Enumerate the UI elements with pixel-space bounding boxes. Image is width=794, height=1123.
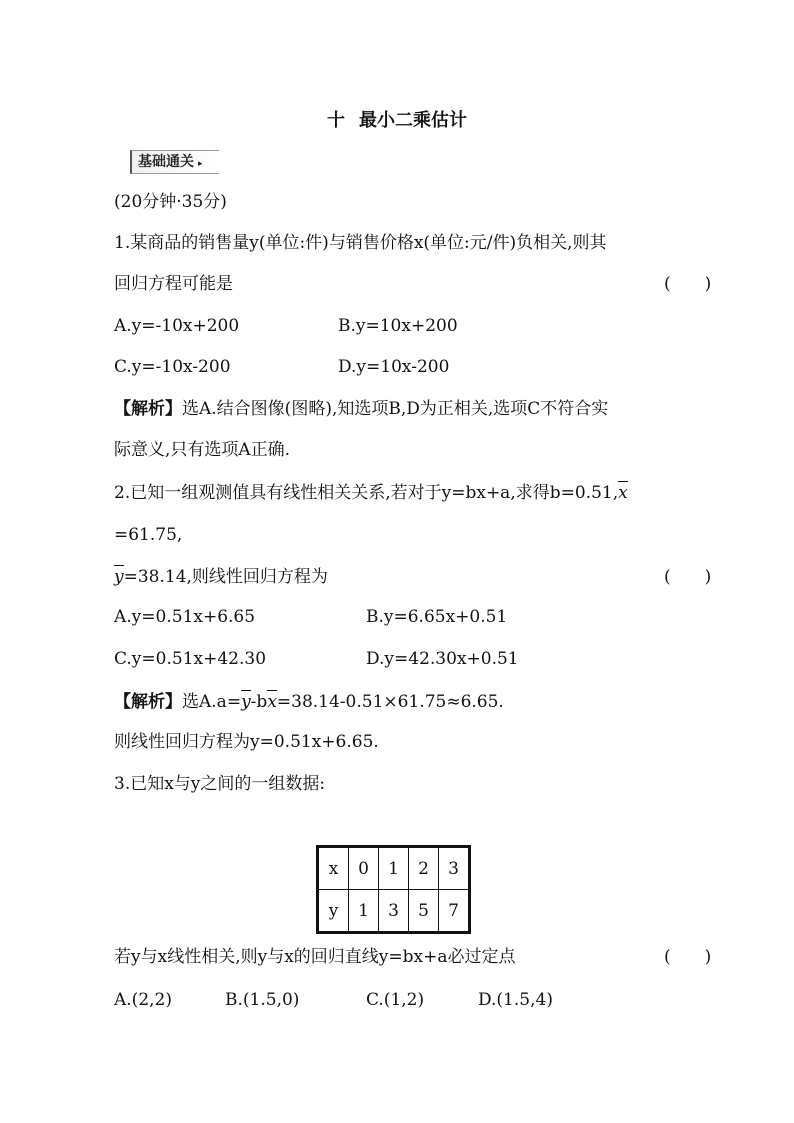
- y-bar-symbol: y: [241, 692, 251, 712]
- q3-option-d: D.(1.5,4): [478, 990, 553, 1010]
- q2-stem-line3: [114, 566, 328, 588]
- q3-option-b: B.(1.5,0): [225, 990, 300, 1010]
- q3-stem-line1: 3.已知x与y之间的一组数据:: [114, 774, 326, 794]
- table-cell: 3: [439, 847, 470, 890]
- q2-stem-text1: 2.已知一组观测值具有线性相关关系,若对于y=bx+a,求得b=0.51,: [114, 483, 619, 503]
- table-row: [318, 890, 470, 933]
- table-cell: 1: [379, 847, 409, 890]
- x-bar-symbol: x: [618, 483, 628, 503]
- q2-analysis: [114, 691, 504, 713]
- y-bar-symbol: y: [114, 567, 124, 587]
- section-tag-label: 基础通关: [138, 154, 194, 170]
- q3-option-a: A.(2,2): [114, 990, 172, 1010]
- q2-stem-line2: =61.75,: [114, 525, 183, 545]
- q3-stem-line2: 若y与x线性相关,则y与x的回归直线y=bx+a必过定点: [114, 947, 516, 967]
- table-cell: 7: [439, 890, 470, 933]
- q1-analysis-text2: 际意义,只有选项A正确.: [114, 440, 291, 460]
- q2-stem-text3: =38.14,则线性回归方程为: [123, 567, 328, 587]
- lesson-title: 最小二乘估计: [359, 110, 467, 131]
- q1-analysis: [114, 398, 608, 420]
- q2-option-b: B.y=6.65x+0.51: [366, 607, 508, 627]
- table-cell: 1: [349, 890, 379, 933]
- lesson-number: 十: [327, 110, 345, 131]
- analysis-label: 【解析】: [114, 692, 182, 712]
- table-cell: 5: [409, 890, 439, 933]
- table-cell: x: [318, 847, 349, 890]
- arrow-icon: ▸: [198, 159, 203, 169]
- q2-conclusion: 则线性回归方程为y=0.51x+6.65.: [114, 732, 379, 752]
- q2-stem-line1: [114, 482, 628, 504]
- q1-stem-line2: 回归方程可能是: [114, 274, 233, 294]
- q1-option-d: D.y=10x-200: [338, 357, 450, 377]
- q2-option-c: C.y=0.51x+42.30: [114, 649, 267, 669]
- time-score: (20分钟·35分): [114, 192, 227, 212]
- q1-option-a: A.y=-10x+200: [114, 316, 240, 336]
- section-tag: [130, 150, 219, 174]
- q3-answer-blank: ( ): [664, 947, 712, 967]
- table-cell: 0: [349, 847, 379, 890]
- page-title: [0, 106, 794, 132]
- table-cell: 3: [379, 890, 409, 933]
- q1-answer-blank: ( ): [664, 274, 712, 294]
- q1-analysis-text1: 选A.结合图像(图略),知选项B,D为正相关,选项C不符合实: [182, 399, 609, 419]
- q1-option-b: B.y=10x+200: [338, 316, 458, 336]
- table-cell: 2: [409, 847, 439, 890]
- q2-analysis-mid: -b: [250, 692, 268, 712]
- q3-option-c: C.(1,2): [366, 990, 425, 1010]
- q2-option-a: A.y=0.51x+6.65: [114, 607, 256, 627]
- data-table: [316, 845, 471, 934]
- analysis-label: 【解析】: [114, 399, 182, 419]
- q1-stem-line1: 1.某商品的销售量y(单位:件)与销售价格x(单位:元/件)负相关,则其: [114, 233, 607, 253]
- q2-option-d: D.y=42.30x+0.51: [366, 649, 519, 669]
- q1-option-c: C.y=-10x-200: [114, 357, 231, 377]
- x-bar-symbol: x: [267, 692, 277, 712]
- q2-answer-blank: ( ): [664, 567, 712, 587]
- q2-analysis-pre: 选A.a=: [182, 692, 242, 712]
- table-cell: y: [318, 890, 349, 933]
- table-row: [318, 847, 470, 890]
- q2-analysis-post: =38.14-0.51×61.75≈6.65.: [276, 692, 504, 712]
